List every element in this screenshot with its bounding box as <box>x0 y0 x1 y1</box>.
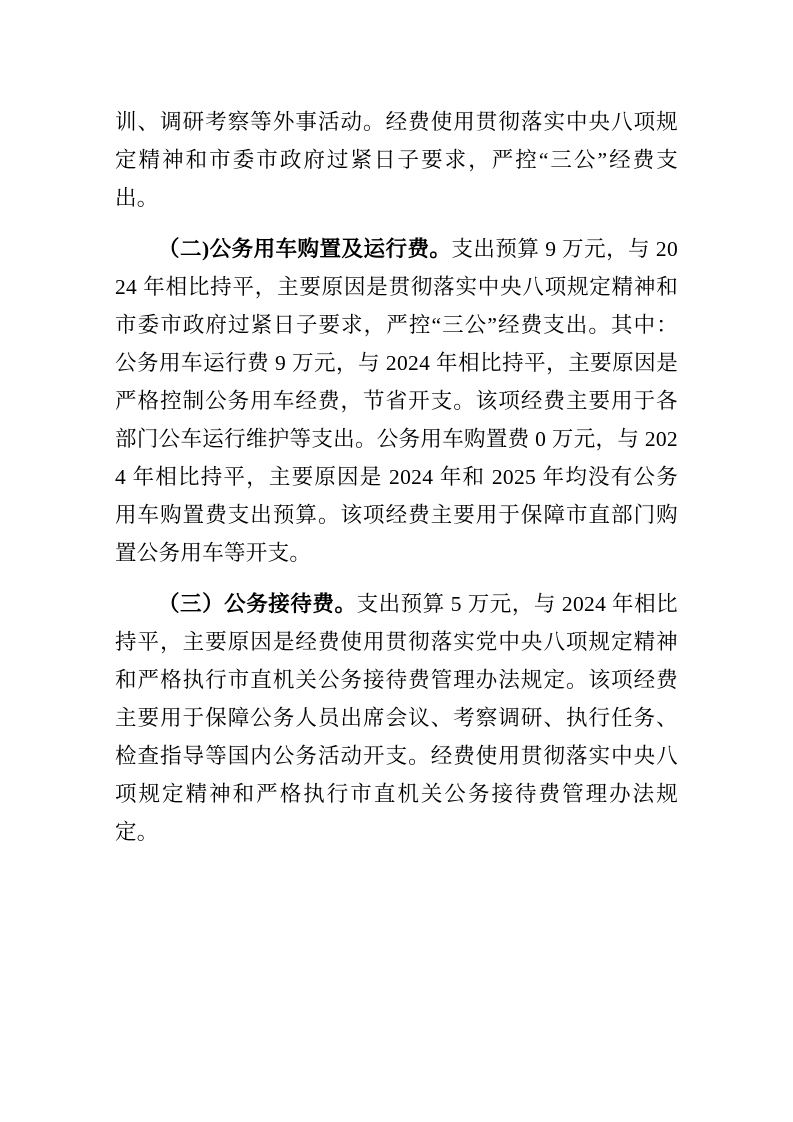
paragraph-heading: （三）公务接待费。 <box>158 592 357 616</box>
paragraph-text: 训、调研考察等外事活动。经费使用贯彻落实中央八项规定精神和市委市政府过紧日子要求，严控“三公”经费支出。 <box>115 110 678 210</box>
paragraph-text: 支出预算 9 万元，与 2024 年相比持平，主要原因是贯彻落实中央八项规定精神和市委市政府过紧日子要求，严控“三公”经费支出。其中：公务用车运行费 9 万元，与 2024 年相比持平，主要原因是严格控制公务用车经费，节省开支。该项经费主要用于各部门公车运行维护等支出。公务用车购置费 0 万元，与 2024 年相比持平，主要原因是 2024 年和 2025 年均没有公务用车购置费支出预算。该项经费主要用于保障市直部门购置公务用车等开支。 <box>115 237 678 565</box>
paragraph <box>115 585 678 851</box>
paragraph <box>115 230 678 572</box>
paragraph-heading: （二)公务用车购置及运行费。 <box>158 237 452 261</box>
document-body <box>115 103 678 851</box>
paragraph <box>115 103 678 217</box>
paragraph-text: 支出预算 5 万元，与 2024 年相比持平，主要原因是经费使用贯彻落实党中央八项规定精神和严格执行市直机关公务接待费管理办法规定。该项经费主要用于保障公务人员出席会议、考察调研、执行任务、检查指导等国内公务活动开支。经费使用贯彻落实中央八项规定精神和严格执行市直机关公务接待费管理办法规定。 <box>115 592 678 844</box>
